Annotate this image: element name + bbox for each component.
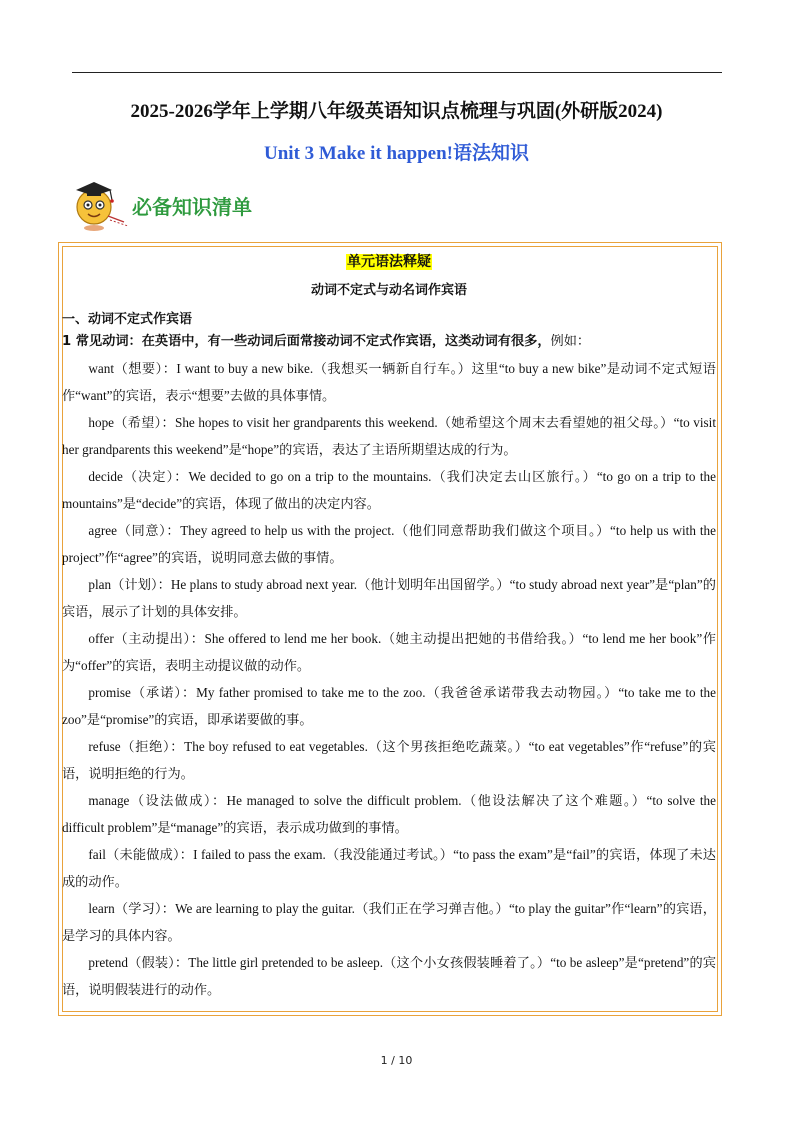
- example-fail: fail（未能做成）：I failed to pass the exam.（我没能通过考试。）“to pass the exam”是“fail”的宾语，体现了未达成的动作。: [62, 847, 716, 889]
- example-learn: learn（学习）：We are learning to play the guitar.（我们正在学习弹吉他。）“to play the guitar”作“learn”的宾语，是学习的具体内容。: [62, 901, 716, 943]
- example-offer: offer（主动提出）：She offered to lend me her book.（她主动提出把她的书借给我。）“to lend me her book”作为“offer”的宾语，表明主动提议做的动作。: [62, 631, 716, 673]
- box-title: 单元语法释疑: [347, 254, 431, 270]
- graduate-kid-icon: [70, 176, 132, 232]
- example-refuse: refuse（拒绝）：The boy refused to eat vegetables.（这个男孩拒绝吃蔬菜。）“to eat vegetables”作“refuse”的宾语，说明拒绝的行为。: [62, 739, 716, 781]
- grammar-box-content: [62, 245, 716, 1003]
- intro-normal: 例如：: [550, 333, 591, 348]
- intro-paragraph: [62, 327, 716, 355]
- example-manage: manage（设法做成）：He managed to solve the difficult problem.（他设法解决了这个难题。）“to solve the difficult problem”是“manage”的宾语，表示成功做到的事情。: [62, 793, 716, 835]
- box-title-wrap: [62, 251, 716, 271]
- example-promise: promise（承诺）：My father promised to take me to the zoo.（我爸爸承诺带我去动物园。）“to take me to the zoo”是“promise”的宾语，即承诺要做的事。: [62, 685, 716, 727]
- example-pretend: pretend（假装）：The little girl pretended to be asleep.（这个小女孩假装睡着了。）“to be asleep”是“pretend”的宾语，说明假装进行的动作。: [62, 955, 716, 997]
- document-title: 2025-2026学年上学期八年级英语知识点梳理与巩固(外研版2024): [130, 101, 663, 122]
- page-number: 1 / 10: [380, 1054, 413, 1067]
- example-hope: hope（希望）：She hopes to visit her grandparents this weekend.（她希望这个周末去看望她的祖父母。）“to visit her grandparents this weekend”是“hope”的宾语，表达了主语所期望达成的行为。: [62, 415, 716, 457]
- section-one-heading: 一、动词不定式作宾语: [62, 312, 193, 327]
- section-heading: 必备知识清单: [132, 195, 252, 219]
- header-rule: [72, 72, 722, 73]
- document-subtitle: Unit 3 Make it happen!语法知识: [264, 143, 529, 164]
- example-agree: agree（同意）：They agreed to help us with the project.（他们同意帮助我们做这个项目。）“to help us with the project”作“agree”的宾语，说明同意去做的事情。: [62, 523, 716, 565]
- example-plan: plan（计划）：He plans to study abroad next year.（他计划明年出国留学。）“to study abroad next year”是“plan”的宾语，展示了计划的具体安排。: [62, 577, 716, 619]
- box-subtitle: 动词不定式与动名词作宾语: [310, 283, 467, 298]
- example-want: want（想要）：I want to buy a new bike.（我想买一辆新自行车。）这里“to buy a new bike”是动词不定式短语作“want”的宾语，表示“想要”去做的具体事情。: [62, 361, 716, 403]
- intro-bold: 1 常见动词：在英语中，有一些动词后面常接动词不定式作宾语，这类动词有很多，: [62, 334, 551, 349]
- example-decide: decide（决定）：We decided to go on a trip to the mountains.（我们决定去山区旅行。）“to go on a trip to the mountains”是“decide”的宾语，体现了做出的决定内容。: [62, 469, 716, 511]
